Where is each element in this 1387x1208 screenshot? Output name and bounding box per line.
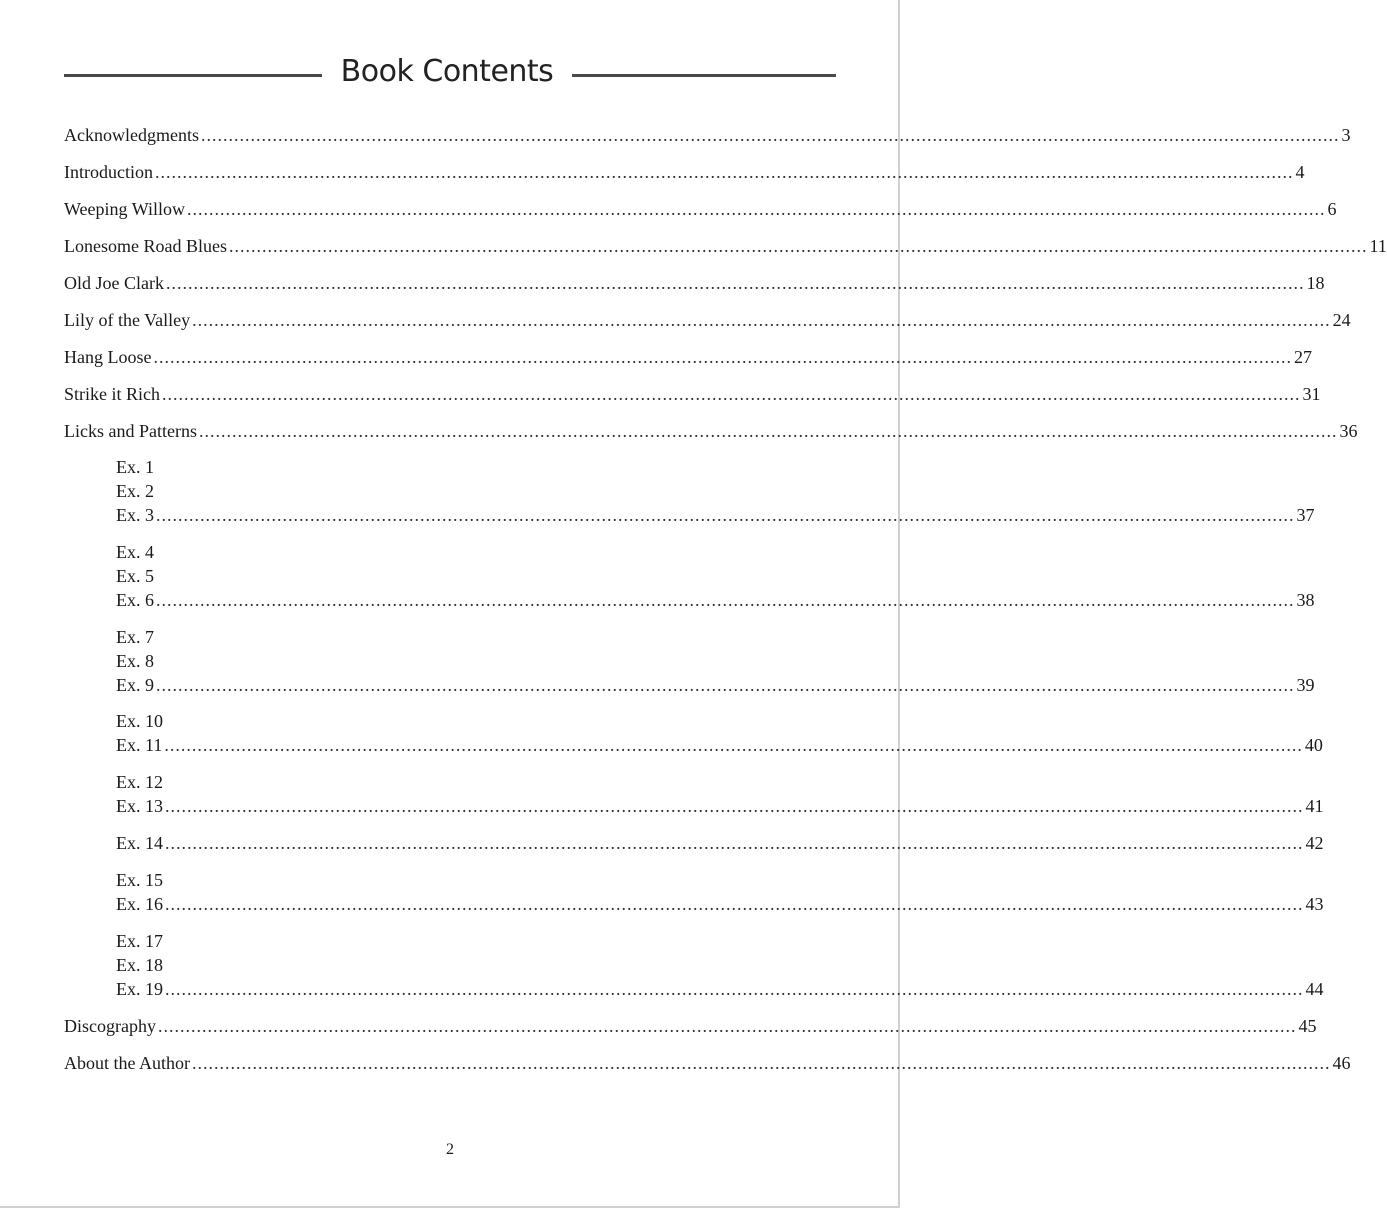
toc-entry-page: 11 — [1369, 236, 1387, 256]
toc-entry-title: Licks and Patterns — [64, 421, 197, 441]
toc-entry-title: Weeping Willow — [64, 199, 185, 219]
toc-entry-page: 36 — [1339, 421, 1358, 441]
dot-leader: ............................................................................................................................................................................................................... — [192, 1053, 1331, 1073]
dot-leader: ............................................................................................................................................................................................................... — [228, 236, 1368, 256]
toc-entry-page: 18 — [1306, 273, 1325, 293]
toc-sub-entry — [116, 977, 1324, 1001]
toc-entry-page: 37 — [1296, 505, 1315, 525]
example-label: Ex. 1 — [116, 457, 154, 477]
toc-entry-page: 41 — [1305, 796, 1324, 816]
header-rule-right — [572, 74, 836, 77]
toc-entry-page: 3 — [1341, 125, 1351, 145]
example-label: Ex. 4 — [116, 542, 154, 562]
dot-leader: ............................................................................................................................................................................................................... — [162, 384, 1301, 404]
toc-entry-page: 31 — [1302, 384, 1321, 404]
dot-leader: ............................................................................................................................................................................................................... — [165, 979, 1304, 999]
example-label: Ex. 12 — [116, 772, 163, 792]
example-label: Ex. 18 — [116, 955, 163, 975]
toc-entry — [64, 123, 1351, 147]
page-title: Book Contents — [340, 54, 554, 89]
toc-entry-title: Discography — [64, 1016, 156, 1036]
toc-sub-entry — [116, 588, 1315, 612]
toc-entry-title: Lonesome Road Blues — [64, 236, 227, 256]
toc-entry-title: Ex. 6 — [116, 590, 154, 610]
toc-entry — [64, 234, 1387, 258]
toc-entry — [64, 345, 1312, 369]
dot-leader: ............................................................................................................................................................................................................... — [165, 894, 1304, 914]
toc-sub-entry — [116, 794, 1324, 818]
dot-leader: ............................................................................................................................................................................................................... — [164, 735, 1303, 755]
toc-entry-title: Introduction — [64, 162, 153, 182]
dot-leader: ............................................................................................................................................................................................................... — [200, 125, 1340, 145]
toc-entry-page: 38 — [1296, 590, 1315, 610]
header-rule-left — [64, 74, 322, 77]
toc-sub-entry — [116, 733, 1323, 757]
dot-leader: ............................................................................................................................................................................................................... — [156, 675, 1295, 695]
toc-entry-title: Ex. 3 — [116, 505, 154, 525]
toc-entry-page: 39 — [1296, 675, 1315, 695]
toc-entry-title: Ex. 13 — [116, 796, 163, 816]
toc-entry-title: Ex. 19 — [116, 979, 163, 999]
dot-leader: ............................................................................................................................................................................................................... — [165, 833, 1304, 853]
example-label: Ex. 10 — [116, 711, 163, 731]
toc-entry-page: 27 — [1293, 347, 1312, 367]
toc-entry — [64, 382, 1321, 406]
toc-entry-title: Old Joe Clark — [64, 273, 164, 293]
page-number: 2 — [446, 1141, 454, 1158]
toc-entry — [64, 197, 1337, 221]
dot-leader: ............................................................................................................................................................................................................... — [156, 505, 1295, 525]
toc-entry-page: 6 — [1327, 199, 1337, 219]
dot-leader: ............................................................................................................................................................................................................... — [154, 162, 1294, 182]
toc-entry-title: Ex. 14 — [116, 833, 163, 853]
toc-entry — [64, 419, 1358, 443]
dot-leader: ............................................................................................................................................................................................................... — [165, 796, 1304, 816]
toc-entry-page: 46 — [1332, 1053, 1351, 1073]
toc-entry — [64, 160, 1305, 184]
dot-leader: ............................................................................................................................................................................................................... — [157, 1016, 1297, 1036]
contents-header — [64, 50, 836, 100]
example-label: Ex. 8 — [116, 651, 154, 671]
dot-leader: ............................................................................................................................................................................................................... — [165, 273, 1305, 293]
dot-leader: ............................................................................................................................................................................................................... — [198, 421, 1338, 441]
toc-entry-page: 45 — [1298, 1016, 1317, 1036]
toc-entry — [64, 1051, 1351, 1075]
toc-entry-title: Strike it Rich — [64, 384, 160, 404]
toc-entry-page: 42 — [1305, 833, 1324, 853]
toc-entry — [64, 308, 1351, 332]
example-label: Ex. 17 — [116, 931, 163, 951]
toc-entry-page: 43 — [1305, 894, 1324, 914]
toc-entry-title: Ex. 11 — [116, 735, 163, 755]
toc-entry-page: 4 — [1295, 162, 1305, 182]
toc-entry-title: Ex. 9 — [116, 675, 154, 695]
toc-entry-page: 24 — [1332, 310, 1351, 330]
toc-sub-entry — [116, 673, 1315, 697]
example-label: Ex. 2 — [116, 481, 154, 501]
example-label: Ex. 7 — [116, 627, 154, 647]
toc-sub-entry — [116, 503, 1315, 527]
example-label: Ex. 15 — [116, 870, 163, 890]
toc-entry-page: 44 — [1305, 979, 1324, 999]
example-label: Ex. 5 — [116, 566, 154, 586]
toc-sub-entry — [116, 831, 1324, 855]
dot-leader: ............................................................................................................................................................................................................... — [192, 310, 1331, 330]
toc-entry-title: Lily of the Valley — [64, 310, 191, 330]
toc-entry — [64, 1014, 1317, 1038]
dot-leader: ............................................................................................................................................................................................................... — [186, 199, 1326, 219]
dot-leader: ............................................................................................................................................................................................................... — [153, 347, 1292, 367]
toc-entry-title: About the Author — [64, 1053, 190, 1073]
toc-sub-entry — [116, 892, 1324, 916]
dot-leader: ............................................................................................................................................................................................................... — [156, 590, 1295, 610]
toc-entry-title: Acknowledgments — [64, 125, 199, 145]
toc-entry — [64, 271, 1325, 295]
toc-entry-title: Ex. 16 — [116, 894, 163, 914]
toc-entry-page: 40 — [1304, 735, 1323, 755]
toc-entry-title: Hang Loose — [64, 347, 152, 367]
